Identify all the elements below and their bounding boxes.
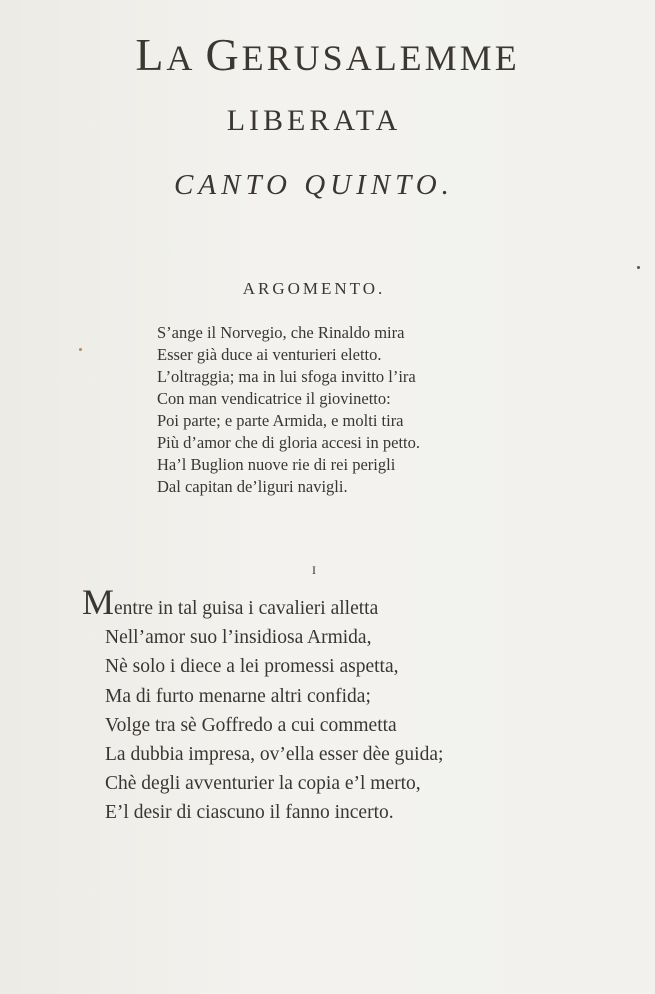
title-cap-l: L	[135, 29, 167, 80]
stanza-verses	[82, 582, 582, 828]
argomento-line: Con man vendicatrice il giovinetto:	[157, 389, 391, 408]
title-word-gerusalemme-rest: ERUSALEMME	[241, 38, 520, 78]
paper-fleck	[79, 348, 82, 351]
argomento-line: S’ange il Norvegio, che Rinaldo mira	[157, 323, 405, 342]
argomento-line: Più d’amor che di gloria accesi in petto.	[157, 433, 421, 452]
title-word-la-rest: A	[166, 38, 206, 78]
argomento-line: L’oltraggia; ma in lui sfoga invitto l’ira	[157, 367, 416, 386]
stanza-line: E’l desir di ciascuno il fanno incerto.	[105, 802, 394, 824]
stanza-first-line	[82, 582, 582, 623]
argomento-line: Ha’l Buglion nuove rie di rei perigli	[157, 455, 396, 474]
paper-fleck	[637, 266, 640, 269]
argomento-line: Dal capitan de’liguri navigli.	[157, 477, 348, 496]
stanza-line: Chè degli avventurier la copia e’l merto,	[105, 773, 421, 795]
stanza-line: Ma di furto menarne altri confida;	[105, 685, 371, 707]
argomento-line: Esser già duce ai venturieri eletto.	[157, 345, 382, 364]
stanza-line: Nè solo i diece a lei promessi aspetta,	[105, 656, 399, 678]
argomento-verses	[157, 322, 517, 498]
stanza-first-line-text: entre in tal guisa i cavalieri alletta	[114, 598, 379, 619]
drop-cap: M	[82, 582, 115, 622]
title-cap-g: G	[205, 29, 242, 80]
argomento-heading: ARGOMENTO.	[242, 279, 386, 298]
canto-title: CANTO QUINTO.	[174, 169, 454, 201]
title-line-2: LIBERATA	[226, 104, 402, 137]
stanza-line: Nell’amor suo l’insidiosa Armida,	[105, 627, 372, 649]
stanza-line: La dubbia impresa, ov’ella esser dèe guida;	[105, 744, 444, 766]
stanza-number: I	[312, 563, 316, 577]
stanza-line: Volge tra sè Goffredo a cui commetta	[105, 714, 397, 736]
title-line-1	[0, 30, 655, 83]
argomento-line: Poi parte; e parte Armida, e molti tira	[157, 411, 404, 430]
